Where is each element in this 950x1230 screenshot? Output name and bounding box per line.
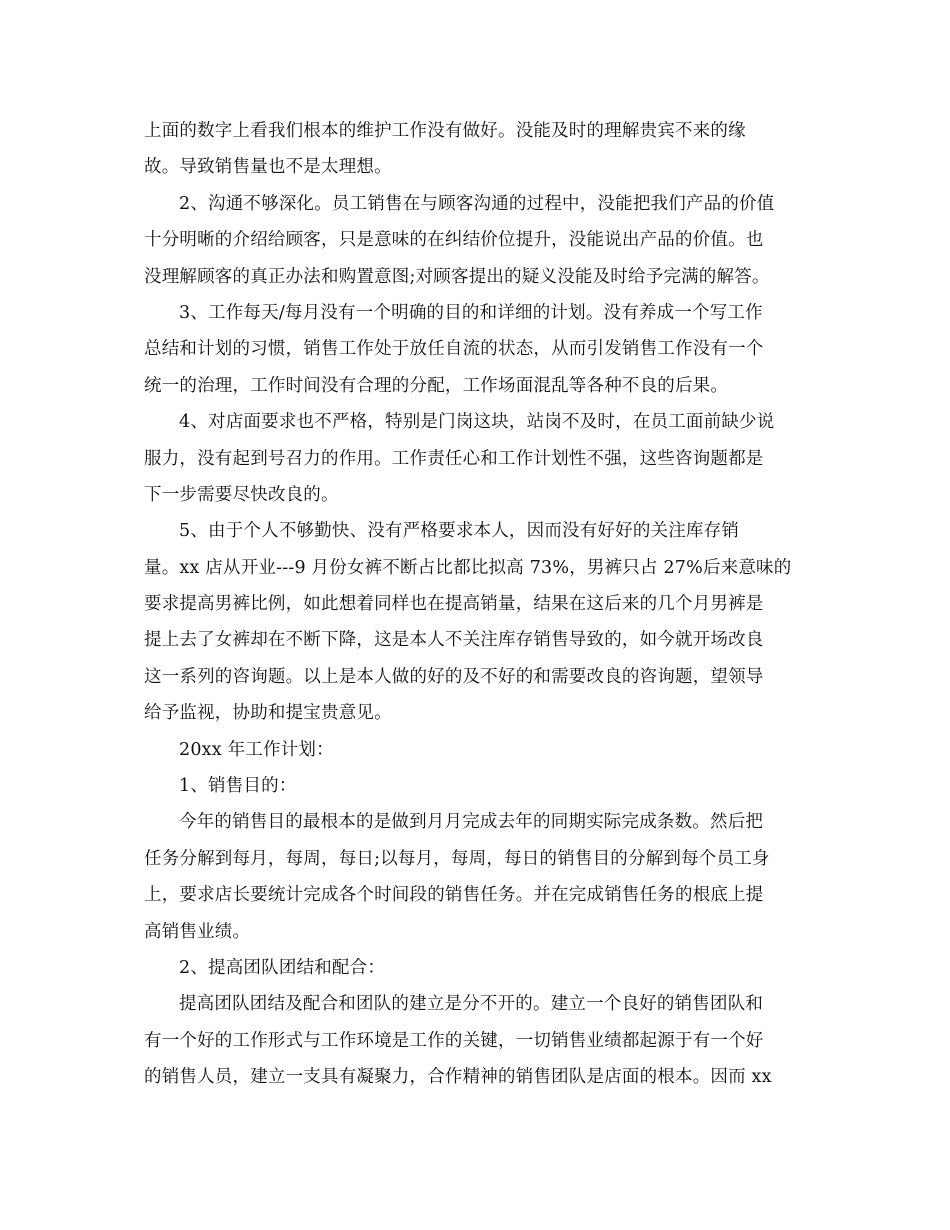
text-line: 2、沟通不够深化。员工销售在与顾客沟通的过程中，没能把我们产品的价值 [179, 193, 775, 214]
text-line: 服力，没有起到号召力的作用。工作责任心和工作计划性不强，这些咨询题都是 [144, 448, 764, 469]
text-line: 2、提高团队团结和配合： [179, 957, 386, 978]
text-line: 下一步需要尽快改良的。 [144, 484, 339, 505]
text-line: 故。导致销售量也不是太理想。 [144, 157, 392, 178]
text-line: 上面的数字上看我们根本的维护工作没有做好。没能及时的理解贵宾不来的缘 [144, 121, 746, 141]
text-line: 这一系列的咨询题。以上是本人做的好的及不好的和需要改良的咨询题，望领导 [144, 666, 764, 687]
text-line: 3、工作每天/每月没有一个明确的目的和详细的计划。没有养成一个写工作 [179, 302, 763, 323]
text-line: 十分明晰的介绍给顾客，只是意味的在纠结价位提升，没能说出产品的价值。也 [144, 230, 764, 251]
text-line: 20xx 年工作计划： [179, 739, 334, 760]
text-line: 没理解顾客的真正办法和购置意图;对顾客提出的疑义没能及时给予完满的解答。 [144, 266, 770, 287]
text-line: 量。xx 店从开业---9 月份女裤不断占比都比拟高 73%，男裤只占 27%后来意味的 [144, 557, 792, 578]
text-line: 提高团队团结及配合和团队的建立是分不开的。建立一个良好的销售团队和 [179, 994, 764, 1015]
text-line: 4、对店面要求也不严格，特别是门岗这块，站岗不及时，在员工面前缺少说 [179, 412, 775, 433]
text-line: 的销售人员，建立一支具有凝聚力，合作精神的销售团队是店面的根本。因而 xx [144, 1067, 772, 1088]
text-line: 提上去了女裤却在不断下降，这是本人不关注库存销售导致的，如今就开场改良 [144, 630, 764, 651]
text-line: 要求提高男裤比例，如此想着同样也在提高销量，结果在这后来的几个月男裤是 [144, 594, 764, 615]
text-line: 统一的治理，工作时间没有合理的分配，工作场面混乱等各种不良的后果。 [144, 375, 729, 396]
text-line: 5、由于个人不够勤快、没有严格要求本人，因而没有好好的关注库存销 [179, 521, 740, 542]
text-line: 有一个好的工作形式与工作环境是工作的关键，一切销售业绩都起源于有一个好 [144, 1030, 764, 1051]
document-body [144, 113, 812, 1096]
text-line: 任务分解到每月，每周，每日;以每月，每周，每日的销售目的分解到每个员工身 [144, 848, 770, 869]
text-line: 高销售业绩。 [144, 921, 251, 942]
text-line: 上，要求店长要统计完成各个时间段的销售任务。并在完成销售任务的根底上提 [144, 885, 764, 906]
text-line: 今年的销售目的最根本的是做到月月完成去年的同期实际完成条数。然后把 [179, 812, 764, 833]
text-line: 1、销售目的： [179, 776, 297, 797]
text-line: 给予监视，协助和提宝贵意见。 [144, 703, 392, 724]
text-line: 总结和计划的习惯，销售工作处于放任自流的状态，从而引发销售工作没有一个 [144, 339, 764, 360]
